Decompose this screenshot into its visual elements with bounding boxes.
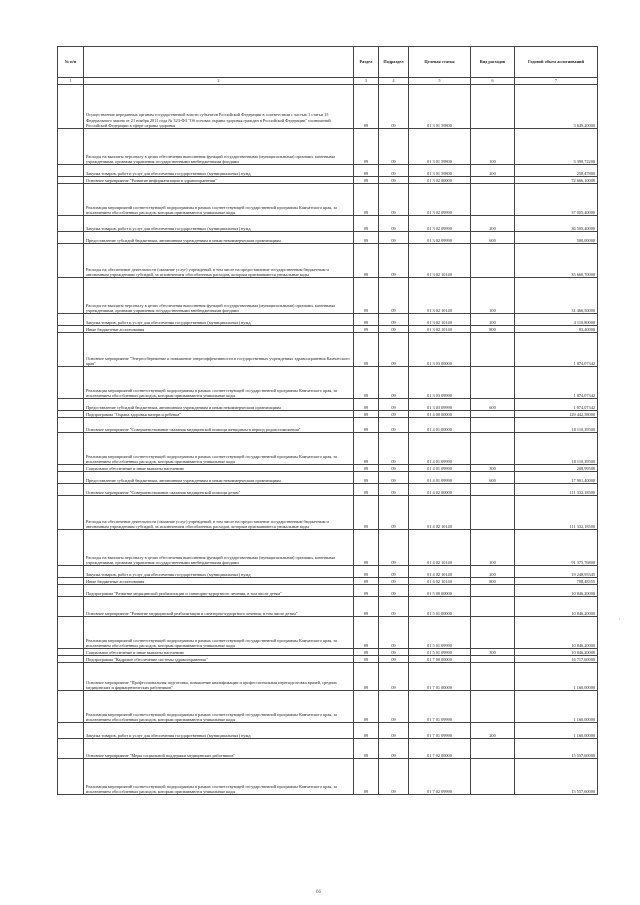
cell-vr [471, 656, 515, 663]
cell-podrazdel: 09 [379, 278, 409, 314]
col-number: 3 [354, 78, 379, 85]
cell-name: Расходы на обеспечение деятельности (оказание услуг) учреждений, в том числе на предоставление государственным бюджетным и автономным учреждениям субсидий, за исключением обособленных расходов, которым присваиваются уникальные коды [84, 496, 354, 530]
cell-name: Иные бюджетные ассигнования [84, 578, 354, 585]
table-row [58, 578, 598, 585]
cell-num [58, 399, 84, 411]
cell-vr [471, 496, 515, 530]
table-row [58, 129, 598, 165]
cell-name: Реализация мероприятий соответствующей подпрограммы в рамках соответствующей государственной программы Камчатского края, за исключением обособленных расходов, которым присваиваются уникальные коды [84, 433, 354, 465]
cell-num [58, 566, 84, 578]
col-header-name [84, 47, 354, 78]
table-row [58, 314, 598, 326]
table-body [58, 85, 598, 795]
cell-csr: 01 4 01 09990 [409, 472, 471, 484]
cell-num [58, 465, 84, 472]
col-header-num: № п/п [58, 47, 84, 78]
cell-vr: 300 [471, 649, 515, 656]
cell-podrazdel: 09 [379, 418, 409, 433]
cell-razdel: 09 [354, 465, 379, 472]
cell-vr: 200 [471, 723, 515, 739]
cell-sum: 10 846,20000 [515, 585, 598, 597]
cell-name: Расходы на выплаты персоналу в целях обеспечения выполнения функций государственными (муниципальными) органами, казенными учреждениями, органами управления государственными внебюджетными фондами [84, 278, 354, 314]
cell-vr: 100 [471, 278, 515, 314]
cell-vr [471, 617, 515, 649]
cell-podrazdel: 09 [379, 759, 409, 795]
cell-podrazdel: 09 [379, 399, 409, 411]
cell-num [58, 759, 84, 795]
cell-podrazdel: 09 [379, 333, 409, 367]
table-row [58, 484, 598, 496]
cell-num [58, 691, 84, 723]
budget-table-sheet [57, 46, 597, 795]
table-row [58, 496, 598, 530]
cell-podrazdel: 09 [379, 663, 409, 691]
cell-razdel: 09 [354, 399, 379, 411]
table-row [58, 85, 598, 129]
cell-razdel: 09 [354, 85, 379, 129]
cell-podrazdel: 09 [379, 433, 409, 465]
cell-name: Основное мероприятие "Энергосбережение и повышение энергоэффективности в государственных учреждениях здравоохранения Камчатского края" [84, 333, 354, 367]
cell-vr: 100 [471, 530, 515, 566]
cell-name: Подпрограмма "Кадровое обеспечение системы здравоохранения" [84, 656, 354, 663]
cell-name: Закупка товаров, работ и услуг для обеспечения государственных (муниципальных) нужд [84, 165, 354, 177]
cell-num [58, 472, 84, 484]
cell-vr: 200 [471, 216, 515, 232]
cell-csr: 01 4 02 00000 [409, 484, 471, 496]
cell-sum: 1 160,00000 [515, 723, 598, 739]
cell-name: Подпрограмма "Развитие медицинской реабилитации и санаторно-курортного лечения, в том числе детям" [84, 585, 354, 597]
cell-razdel: 09 [354, 326, 379, 333]
col-header-razdel: Раздел [354, 47, 379, 78]
cell-podrazdel: 09 [379, 472, 409, 484]
cell-name: Социальное обеспечение и иные выплаты населению [84, 649, 354, 656]
cell-num [58, 278, 84, 314]
cell-podrazdel: 09 [379, 585, 409, 597]
table-row [58, 216, 598, 232]
cell-num [58, 723, 84, 739]
table-row [58, 759, 598, 795]
cell-csr: 01 3 02 10140 [409, 314, 471, 326]
cell-csr: 01 3 01 59800 [409, 129, 471, 165]
cell-razdel: 09 [354, 496, 379, 530]
cell-podrazdel: 09 [379, 129, 409, 165]
table-row [58, 597, 598, 617]
cell-razdel: 09 [354, 566, 379, 578]
cell-sum: 16 717,60000 [515, 656, 598, 663]
col-header-csr: Целевая статья [409, 47, 471, 78]
cell-csr: 01 4 00 00000 [409, 411, 471, 418]
cell-sum: 1 160,00000 [515, 663, 598, 691]
cell-csr: 01 7 01 00000 [409, 663, 471, 691]
cell-vr [471, 367, 515, 399]
cell-csr: 01 3 02 09990 [409, 184, 471, 216]
cell-sum: 37 005,40000 [515, 184, 598, 216]
cell-razdel: 09 [354, 663, 379, 691]
table-row [58, 411, 598, 418]
cell-csr: 01 5 01 09990 [409, 649, 471, 656]
cell-name: Основное мероприятие "Профессиональная подготовка, повышение квалификации и профессиональная переподготовка врачей, средних медицинских и фармацевтических работников" [84, 663, 354, 691]
cell-sum: 10 846,20000 [515, 617, 598, 649]
cell-csr: 01 7 00 00000 [409, 656, 471, 663]
cell-podrazdel: 09 [379, 232, 409, 244]
cell-csr: 01 3 03 09990 [409, 399, 471, 411]
cell-csr: 01 5 01 09990 [409, 617, 471, 649]
cell-csr: 01 3 02 10140 [409, 278, 471, 314]
cell-vr: 200 [471, 165, 515, 177]
cell-num [58, 165, 84, 177]
col-number: 4 [379, 78, 409, 85]
cell-vr [471, 184, 515, 216]
cell-razdel: 09 [354, 333, 379, 367]
cell-razdel: 09 [354, 585, 379, 597]
cell-razdel: 09 [354, 723, 379, 739]
cell-csr: 01 7 02 09990 [409, 759, 471, 795]
cell-podrazdel: 09 [379, 177, 409, 184]
table-row [58, 244, 598, 278]
cell-num [58, 663, 84, 691]
table-row [58, 465, 598, 472]
cell-name: Расходы на выплаты персоналу в целях обеспечения выполнения функций государственными (муниципальными) органами, казенными учреждениями, органами управления государственными внебюджетными фондами [84, 530, 354, 566]
cell-sum: 72 666,10000 [515, 177, 598, 184]
cell-csr: 01 3 02 10140 [409, 326, 471, 333]
cell-sum: 35 660,70000 [515, 244, 598, 278]
cell-csr: 01 7 02 00000 [409, 739, 471, 759]
cell-sum: 17 901,40000 [515, 472, 598, 484]
cell-podrazdel: 09 [379, 597, 409, 617]
cell-num [58, 326, 84, 333]
table-row [58, 367, 598, 399]
cell-csr: 01 3 03 09990 [409, 367, 471, 399]
cell-podrazdel: 09 [379, 314, 409, 326]
cell-num [58, 656, 84, 663]
cell-num [58, 129, 84, 165]
cell-num [58, 244, 84, 278]
cell-razdel: 09 [354, 759, 379, 795]
cell-vr: 100 [471, 129, 515, 165]
cell-vr [471, 411, 515, 418]
cell-name: Предоставление субсидий бюджетным, автономным учреждениям и иным некоммерческим организациям [84, 399, 354, 411]
cell-podrazdel: 09 [379, 484, 409, 496]
cell-sum: 1 874,07342 [515, 399, 598, 411]
table-row [58, 433, 598, 465]
cell-name: Социальное обеспечение и иные выплаты населению [84, 465, 354, 472]
cell-sum: 15 557,60000 [515, 759, 598, 795]
table-row [58, 530, 598, 566]
cell-razdel: 09 [354, 129, 379, 165]
cell-podrazdel: 09 [379, 367, 409, 399]
cell-razdel: 09 [354, 433, 379, 465]
cell-razdel: 09 [354, 739, 379, 759]
cell-name: Предоставление субсидий бюджетным, автономным учреждениям и иным некоммерческим организациям [84, 472, 354, 484]
cell-sum: 1 874,07342 [515, 367, 598, 399]
cell-csr: 01 3 02 00000 [409, 177, 471, 184]
cell-name: Закупка товаров, работ и услуг для обеспечения государственных (муниципальных) нужд [84, 723, 354, 739]
cell-num [58, 184, 84, 216]
cell-razdel: 09 [354, 484, 379, 496]
cell-num [58, 418, 84, 433]
cell-num [58, 496, 84, 530]
cell-sum: 18 110,39500 [515, 418, 598, 433]
cell-razdel: 09 [354, 656, 379, 663]
cell-vr: 800 [471, 326, 515, 333]
cell-num [58, 649, 84, 656]
cell-num [58, 739, 84, 759]
cell-vr [471, 177, 515, 184]
cell-sum: 31 466,50000 [515, 278, 598, 314]
cell-podrazdel: 09 [379, 411, 409, 418]
cell-csr: 01 3 02 09990 [409, 232, 471, 244]
cell-razdel: 09 [354, 597, 379, 617]
cell-sum: 1 874,07342 [515, 333, 598, 367]
cell-sum: 18 110,39500 [515, 433, 598, 465]
table-header-row [58, 47, 598, 78]
cell-num [58, 433, 84, 465]
cell-sum: 15 557,60000 [515, 739, 598, 759]
cell-sum: 208,99500 [515, 465, 598, 472]
cell-razdel: 09 [354, 177, 379, 184]
cell-sum: 91 375,76800 [515, 530, 598, 566]
cell-razdel: 09 [354, 232, 379, 244]
table-row [58, 691, 598, 723]
cell-csr: 01 4 01 09990 [409, 433, 471, 465]
cell-razdel: 09 [354, 530, 379, 566]
cell-csr: 01 4 02 10140 [409, 530, 471, 566]
cell-csr: 01 4 02 10140 [409, 566, 471, 578]
cell-podrazdel: 09 [379, 244, 409, 278]
cell-vr: 200 [471, 566, 515, 578]
table-row [58, 663, 598, 691]
col-number: 6 [471, 78, 515, 85]
table-row [58, 566, 598, 578]
cell-name: Реализация мероприятий соответствующей подпрограммы в рамках соответствующей государственной программы Камчатского края, за исключением обособленных расходов, которым присваиваются уникальные коды [84, 617, 354, 649]
cell-sum: 4 110,80000 [515, 314, 598, 326]
cell-sum: 111 332,18500 [515, 496, 598, 530]
cell-name: Реализация мероприятий соответствующей подпрограммы в рамках соответствующей государственной программы Камчатского края, за исключением обособленных расходов, которым присваиваются уникальные коды [84, 691, 354, 723]
table-row [58, 656, 598, 663]
cell-razdel: 09 [354, 314, 379, 326]
cell-vr [471, 418, 515, 433]
cell-num [58, 530, 84, 566]
table-row [58, 617, 598, 649]
cell-sum: 10 846,20000 [515, 597, 598, 617]
cell-name: Предоставление субсидий бюджетным, автономным учреждениям и иным некоммерческим организациям [84, 232, 354, 244]
cell-name: Закупка товаров, работ и услуг для обеспечения государственных (муниципальных) нужд [84, 314, 354, 326]
cell-sum: 111 332,18500 [515, 484, 598, 496]
cell-razdel: 09 [354, 244, 379, 278]
cell-vr [471, 759, 515, 795]
col-header-vr: Вид расходов [471, 47, 515, 78]
cell-sum: 10 846,20000 [515, 649, 598, 656]
cell-name: Основное мероприятие "Развитие медицинской реабилитации и санаторно-курортного лечения, в том числе детям" [84, 597, 354, 617]
cell-razdel: 09 [354, 472, 379, 484]
cell-vr [471, 691, 515, 723]
table-row [58, 585, 598, 597]
cell-csr: 01 3 01 59800 [409, 85, 471, 129]
cell-name: Основное мероприятие "Совершенствование оказания медицинской помощи женщинам в период родовспоможения" [84, 418, 354, 433]
cell-podrazdel: 09 [379, 184, 409, 216]
margin-mark: ' [619, 619, 620, 624]
cell-name: Реализация мероприятий соответствующей подпрограммы в рамках соответствующей государственной программы Камчатского края, за исключением обособленных расходов, которым присваиваются уникальные коды [84, 759, 354, 795]
cell-vr: 600 [471, 232, 515, 244]
cell-name: Закупка товаров, работ и услуг для обеспечения государственных (муниципальных) нужд [84, 566, 354, 578]
cell-csr: 01 4 02 10140 [409, 578, 471, 585]
table-row [58, 649, 598, 656]
cell-name: Реализация мероприятий соответствующей подпрограммы в рамках соответствующей государственной программы Камчатского края, за исключением обособленных расходов, которым присваиваются уникальные коды [84, 367, 354, 399]
cell-name: Иные бюджетные ассигнования [84, 326, 354, 333]
cell-podrazdel: 09 [379, 723, 409, 739]
cell-num [58, 578, 84, 585]
page-number: 66 [316, 890, 321, 895]
cell-sum: 1 160,00000 [515, 691, 598, 723]
cell-csr: 01 4 01 00000 [409, 418, 471, 433]
cell-csr: 01 3 02 10140 [409, 244, 471, 278]
cell-num [58, 585, 84, 597]
col-number: 1 [58, 78, 84, 85]
cell-num [58, 177, 84, 184]
cell-num [58, 216, 84, 232]
cell-name: Основное мероприятие "Развитие информатизации в здравоохранении" [84, 177, 354, 184]
cell-csr: 01 3 01 59800 [409, 165, 471, 177]
col-header-sum: Годовой объем ассигнований [515, 47, 598, 78]
cell-csr: 01 4 02 10140 [409, 496, 471, 530]
cell-podrazdel: 09 [379, 165, 409, 177]
table-row [58, 723, 598, 739]
cell-sum: 83,40000 [515, 326, 598, 333]
cell-csr: 01 7 01 09990 [409, 723, 471, 739]
cell-podrazdel: 09 [379, 326, 409, 333]
budget-table [57, 46, 598, 795]
cell-num [58, 333, 84, 367]
table-row [58, 165, 598, 177]
cell-podrazdel: 09 [379, 566, 409, 578]
table-row [58, 333, 598, 367]
table-row [58, 399, 598, 411]
cell-vr [471, 597, 515, 617]
cell-name: Осуществление переданных органам государственной власти субъектов Российской Федерации в соответствии с частью 1 статьи 15 Федерального закона от 21 ноября 2011 года № 323-ФЗ "Об основах охраны здоровья граждан в Российской Федерации" полномочий Российской Федерации в сфере охраны здоровья [84, 85, 354, 129]
cell-sum: 129 442,58000 [515, 411, 598, 418]
cell-sum: 708,48355 [515, 578, 598, 585]
cell-podrazdel: 09 [379, 85, 409, 129]
cell-razdel: 09 [354, 617, 379, 649]
cell-vr [471, 85, 515, 129]
table-row [58, 184, 598, 216]
cell-vr [471, 739, 515, 759]
cell-name: Реализация мероприятий соответствующей подпрограммы в рамках соответствующей государственной программы Камчатского края, за исключением обособленных расходов, которым присваиваются уникальные коды [84, 184, 354, 216]
cell-razdel: 09 [354, 184, 379, 216]
cell-num [58, 367, 84, 399]
cell-podrazdel: 09 [379, 496, 409, 530]
cell-razdel: 09 [354, 216, 379, 232]
cell-num [58, 85, 84, 129]
cell-csr: 01 4 01 09990 [409, 465, 471, 472]
cell-vr: 600 [471, 399, 515, 411]
cell-csr: 01 5 00 00000 [409, 585, 471, 597]
cell-vr [471, 585, 515, 597]
cell-podrazdel: 09 [379, 578, 409, 585]
table-row [58, 177, 598, 184]
table-row [58, 278, 598, 314]
cell-vr: 200 [471, 314, 515, 326]
col-number: 7 [515, 78, 598, 85]
cell-csr: 01 5 01 00000 [409, 597, 471, 617]
cell-podrazdel: 09 [379, 216, 409, 232]
cell-razdel: 09 [354, 165, 379, 177]
cell-razdel: 09 [354, 411, 379, 418]
cell-num [58, 617, 84, 649]
cell-csr: 01 7 01 09990 [409, 691, 471, 723]
cell-num [58, 232, 84, 244]
cell-name: Закупка товаров, работ и услуг для обеспечения государственных (муниципальных) нужд [84, 216, 354, 232]
cell-razdel: 09 [354, 691, 379, 723]
cell-vr [471, 663, 515, 691]
cell-sum: 36 505,40000 [515, 216, 598, 232]
cell-csr: 01 3 02 09990 [409, 216, 471, 232]
cell-vr: 300 [471, 465, 515, 472]
cell-razdel: 09 [354, 649, 379, 656]
cell-csr: 01 3 03 00000 [409, 333, 471, 367]
cell-vr: 600 [471, 472, 515, 484]
cell-vr [471, 333, 515, 367]
cell-podrazdel: 09 [379, 465, 409, 472]
cell-name: Основное мероприятие "Меры социальной поддержки медицинских работников" [84, 739, 354, 759]
table-row [58, 418, 598, 433]
col-number: 2 [84, 78, 354, 85]
cell-sum: 500,00000 [515, 232, 598, 244]
cell-razdel: 09 [354, 367, 379, 399]
cell-num [58, 484, 84, 496]
cell-name: Подпрограмма "Охрана здоровья матери и ребенка" [84, 411, 354, 418]
cell-name: Расходы на выплаты персоналу в целях обеспечения выполнения функций государственными (муниципальными) органами, казенными учреждениями, органами управления государственными внебюджетными фондами [84, 129, 354, 165]
cell-sum: 3 649,20000 [515, 85, 598, 129]
cell-razdel: 09 [354, 278, 379, 314]
cell-podrazdel: 09 [379, 691, 409, 723]
cell-vr: 800 [471, 578, 515, 585]
cell-podrazdel: 09 [379, 649, 409, 656]
cell-num [58, 411, 84, 418]
table-row [58, 739, 598, 759]
cell-vr [471, 433, 515, 465]
col-header-podrazdel: Подраздел [379, 47, 409, 78]
table-row [58, 472, 598, 484]
cell-vr [471, 244, 515, 278]
cell-sum: 19 248,95345 [515, 566, 598, 578]
cell-podrazdel: 09 [379, 617, 409, 649]
table-row [58, 232, 598, 244]
cell-name: Расходы на обеспечение деятельности (оказание услуг) учреждений, в том числе на предоставление государственным бюджетным и автономным учреждениям субсидий, за исключением обособленных расходов, которым присваиваются уникальные коды [84, 244, 354, 278]
column-numbering-row [58, 78, 598, 85]
cell-podrazdel: 09 [379, 739, 409, 759]
col-number: 5 [409, 78, 471, 85]
cell-razdel: 09 [354, 418, 379, 433]
cell-podrazdel: 09 [379, 656, 409, 663]
table-row [58, 326, 598, 333]
cell-name: Основное мероприятие "Совершенствование оказания медицинской помощи детям" [84, 484, 354, 496]
cell-sum: 3 390,72200 [515, 129, 598, 165]
cell-vr [471, 484, 515, 496]
cell-podrazdel: 09 [379, 530, 409, 566]
cell-razdel: 09 [354, 578, 379, 585]
cell-sum: 258,47800 [515, 165, 598, 177]
cell-num [58, 597, 84, 617]
cell-num [58, 314, 84, 326]
